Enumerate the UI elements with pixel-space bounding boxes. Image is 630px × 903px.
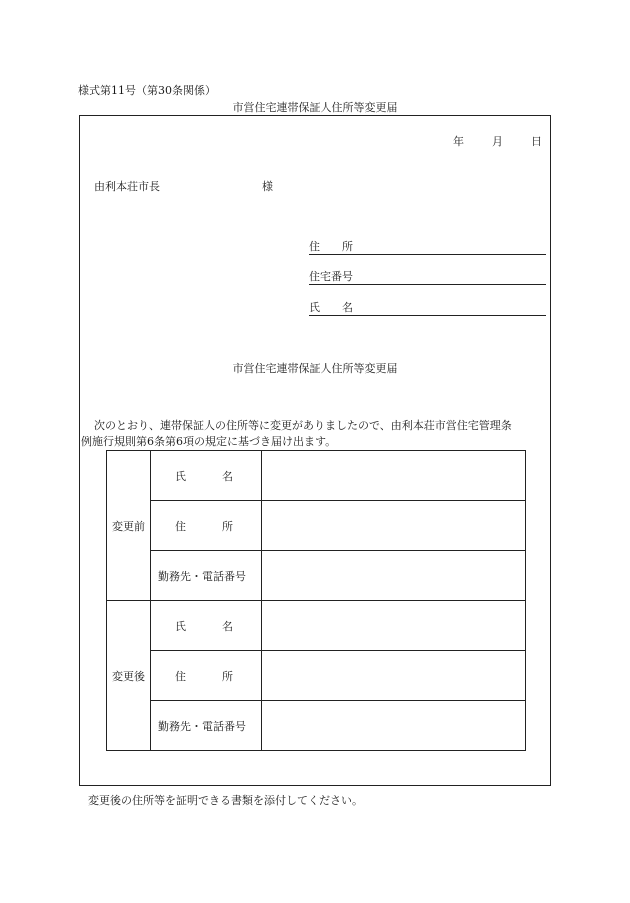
name-label: 氏 名 [309,301,353,314]
label-char: 氏 [175,619,186,633]
before-address-label [151,501,262,551]
after-address-label [151,651,262,701]
body-line-1: 次のとおり、連帯保証人の住所等に変更がありましたので、由利本荘市営住宅管理条 [94,419,512,432]
label-char: 名 [222,469,233,483]
date-month-label: 月 [492,135,503,148]
before-name-label [151,451,262,501]
label-char: 名 [222,619,233,633]
label-char: 所 [222,519,233,533]
before-work-phone-label [151,551,262,601]
before-group-label: 変更前 [107,451,151,601]
after-name-label [151,601,262,651]
before-name-input[interactable] [262,451,526,501]
house-number-label: 住宅番号 [309,270,353,283]
label-char: 所 [222,669,233,683]
form-title: 市営住宅連帯保証人住所等変更届 [232,101,398,114]
before-address-input[interactable] [262,501,526,551]
table-row [107,451,526,501]
document-title: 市営住宅連帯保証人住所等変更届 [232,362,398,375]
after-group-label: 変更後 [107,601,151,751]
addressee: 由利本荘市長 [94,180,160,193]
table-row [107,551,526,601]
date-row [453,133,542,149]
table-row [107,651,526,701]
body-line-2: 例施行規則第6条第6項の規定に基づき届け出ます。 [81,435,337,448]
after-name-input[interactable] [262,601,526,651]
label-text: 勤務先・電話番号 [158,569,246,583]
table-row [107,701,526,751]
date-year-label: 年 [453,135,464,148]
form-frame [79,115,551,786]
label-text: 勤務先・電話番号 [158,719,246,733]
change-table [106,450,526,751]
after-work-phone-label [151,701,262,751]
address-field[interactable] [309,238,546,255]
label-char: 氏 [175,469,186,483]
footnote: 変更後の住所等を証明できる書類を添付してください。 [88,794,363,807]
after-address-input[interactable] [262,651,526,701]
label-char: 住 [175,669,186,683]
date-day-label: 日 [531,135,542,148]
after-work-phone-input[interactable] [262,701,526,751]
form-number: 様式第11号（第30条関係） [78,84,216,97]
body-text [80,418,550,450]
table-row [107,501,526,551]
before-work-phone-input[interactable] [262,551,526,601]
label-char: 住 [175,519,186,533]
house-number-field[interactable] [309,268,546,285]
honorific: 様 [262,180,273,193]
table-row [107,601,526,651]
address-label: 住 所 [309,240,353,253]
name-field[interactable] [309,299,546,316]
